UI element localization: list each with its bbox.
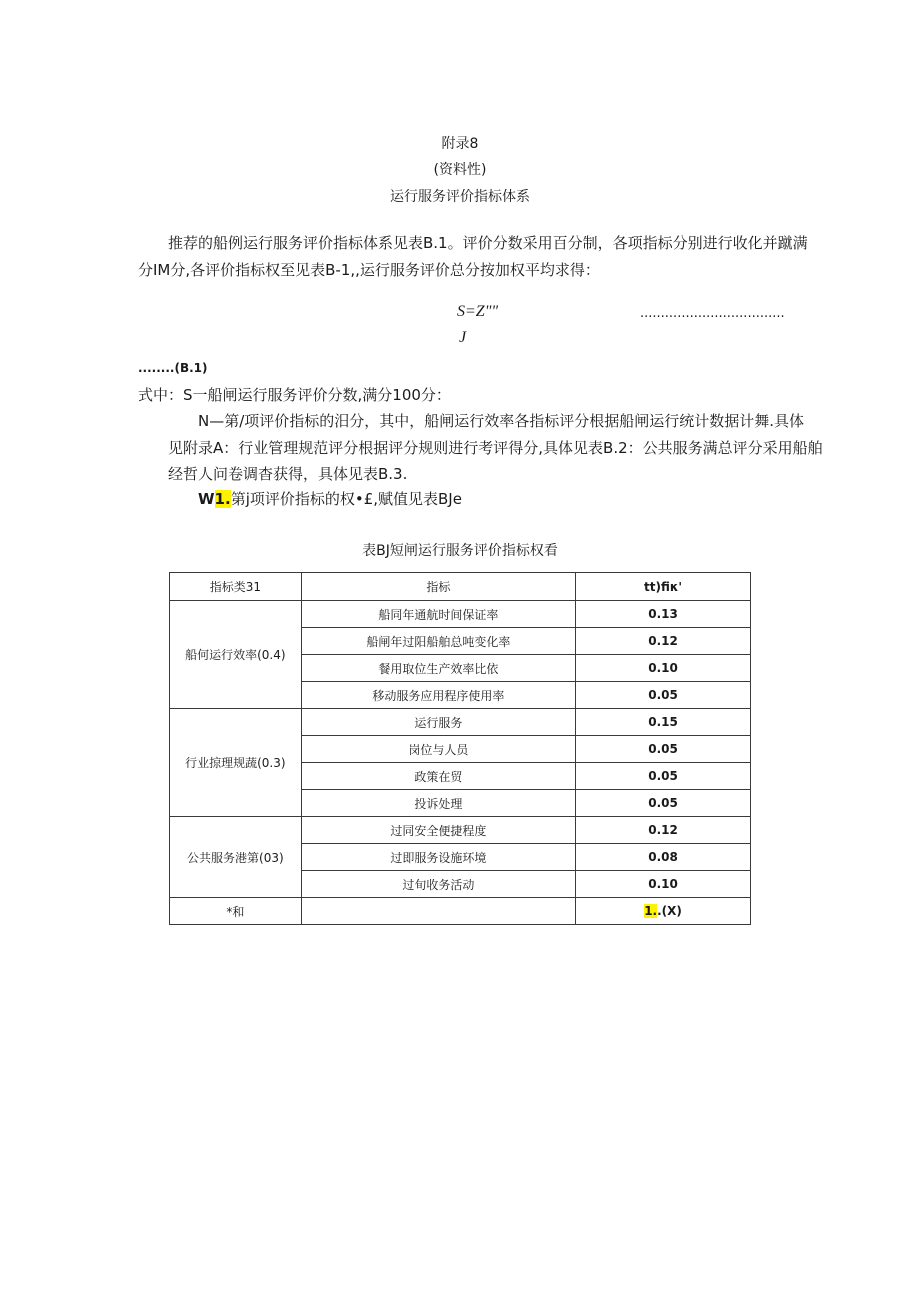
definition-w-text: 第j项评价指标的权•£,赋值见表BJe [230,490,462,508]
weight-cell: 0.08 [576,844,751,871]
definition-s: 式中：S一船闸运行服务评价分数,满分100分： [138,386,451,404]
weight-cell: 0.12 [576,628,751,655]
indicator-cell: 过旬收务活动 [301,871,575,898]
indicator-cell: 政策在贸 [301,763,575,790]
intro-line-1: 推荐的船例运行服务评价指标体系见表B.1。评价分数采用百分制，各项指标分别进行收化并蹴满 [168,234,808,252]
indicator-cell: 船同年通航时间保证率 [301,601,575,628]
table-total-row [170,898,751,925]
formula-expression: S=Z"" [457,303,499,320]
definition-n-line-1: N—第/项评价指标的汨分，其中，船闸运行效率各指标评分根据船闸运行统计数据计舞.具体 [198,412,805,430]
total-label: *和 [170,898,302,925]
header-weight: tt)fiκ' [576,573,751,601]
formula-subscript: J [459,329,467,346]
indicator-cell: 岗位与人员 [301,736,575,763]
total-indicator [301,898,575,925]
appendix-label: 附录8 [441,136,479,152]
category-cell: 行业掠理规蔬(0.3) [170,709,302,817]
header-indicator: 指标 [301,573,575,601]
intro-line-2: 分IM分,各评价指标权至见表B-1,,运行服务评价总分按加权平均求得： [138,261,600,279]
header-category: 指标类31 [170,573,302,601]
appendix-title: 运行服务评价指标体系 [390,189,530,205]
weight-cell: 0.05 [576,763,751,790]
weight-cell: 0.10 [576,871,751,898]
table-caption: 表BJ短闸运行服务评价指标权看 [362,543,558,559]
table-row [170,817,751,844]
weight-cell: 0.05 [576,682,751,709]
table-header-row [170,573,751,601]
indicator-cell: 过即服务设施环境 [301,844,575,871]
indicator-cell: 过同安全便捷程度 [301,817,575,844]
weight-cell: 0.05 [576,736,751,763]
definition-w-highlight: 1. [214,490,231,508]
indicator-weight-table [169,572,751,925]
total-weight-rest: .(X) [657,904,682,918]
weight-cell: 0.05 [576,790,751,817]
indicator-cell: 投诉处理 [301,790,575,817]
indicator-cell: 船闸年过阳船舶总吨变化率 [301,628,575,655]
formula-dots: ................................... [640,306,785,321]
appendix-nature: (资料性) [433,162,487,178]
weight-cell: 0.15 [576,709,751,736]
table-row [170,709,751,736]
weight-cell: 0.12 [576,817,751,844]
definition-w [198,488,462,509]
definition-w-symbol: W [198,490,215,508]
total-weight [576,898,751,925]
total-weight-highlight: 1. [644,904,658,918]
weight-cell: 0.10 [576,655,751,682]
formula-number: ........(B.1) [138,361,208,375]
category-cell: 公共服务港第(03) [170,817,302,898]
definition-n-line-3: 经哲人问卷调杳获得，具体见表B.3. [168,465,408,483]
indicator-cell: 餐用取位生产效率比依 [301,655,575,682]
weight-cell: 0.13 [576,601,751,628]
indicator-cell: 移动服务应用程序使用率 [301,682,575,709]
indicator-cell: 运行服务 [301,709,575,736]
definition-n-line-2: 见附录A：行业管理规范评分根据评分规则进行考评得分,具体见表B.2：公共服务满总评分采用船舶 [168,439,823,457]
category-cell: 船何运行效率(0.4) [170,601,302,709]
table-row [170,601,751,628]
